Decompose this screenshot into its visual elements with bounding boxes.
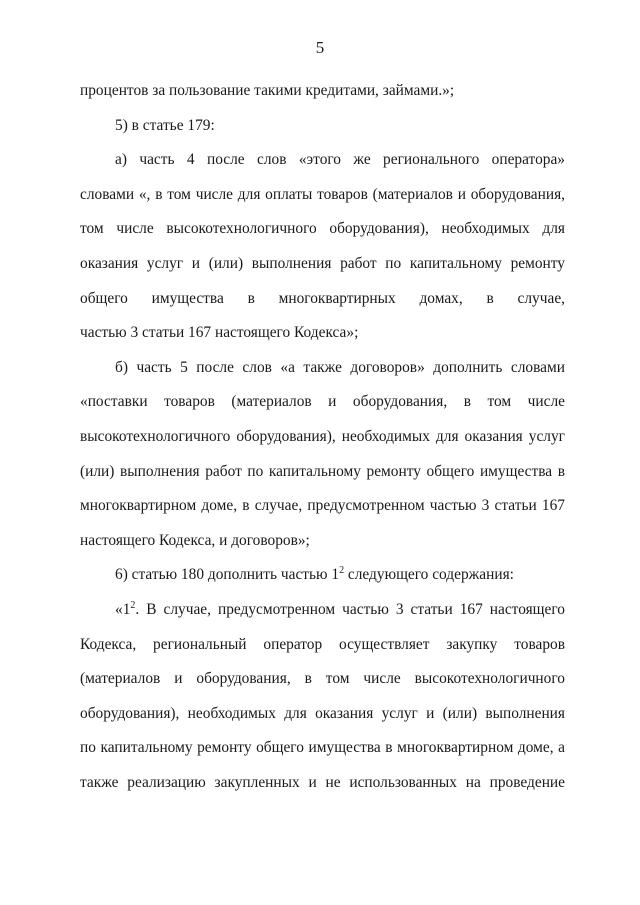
text-line: частью 3 статьи 167 настоящего Кодекса»;	[80, 324, 359, 342]
text-line: оборудования), необходимых для оказания услуг и (или) выполнения	[80, 704, 565, 722]
text-line: 5) в статье 179:	[115, 116, 215, 134]
text-line: по капитальному ремонту общего имущества в многоквартирном доме, а	[80, 739, 565, 757]
text-line: оказания услуг и (или) выполнения работ по капитальному ремонту	[80, 254, 565, 272]
text-line: высокотехнологичного оборудования), необходимых для оказания услуг	[80, 427, 565, 445]
text-line: (или) выполнения работ по капитальному ремонту общего имущества в	[80, 462, 565, 480]
text-line: словами «, в том числе для оплаты товаров (материалов и оборудования,	[80, 185, 565, 203]
text-line	[80, 593, 565, 628]
text-line: Кодекса, региональный оператор осуществляет закупку товаров	[80, 635, 565, 653]
text-segment: «1	[115, 600, 131, 618]
text-line: процентов за пользование такими кредитами, займами.»;	[80, 82, 455, 99]
text-line: б) часть 5 после слов «а также договоров» дополнить словами	[115, 358, 565, 376]
text-segment: следующего содержания:	[344, 566, 514, 584]
text-segment: . В случае, предусмотренном частью 3 статьи 167 настоящего	[135, 600, 565, 618]
text-line: общего имущества в многоквартирных домах, в случае,	[80, 289, 565, 307]
superscript: 2	[339, 565, 345, 577]
text-segment: 6) статью 180 дополнить частью 1	[115, 566, 340, 584]
text-line: также реализацию закупленных и не использованных на проведение	[80, 773, 565, 791]
superscript: 2	[130, 599, 136, 611]
text-line	[80, 558, 565, 593]
document-body	[80, 74, 565, 800]
text-line: а) часть 4 после слов «этого же регионального оператора»	[115, 151, 565, 169]
text-line: многоквартирном доме, в случае, предусмотренном частью 3 статьи 167	[80, 497, 565, 515]
text-line: «поставки товаров (материалов и оборудования, в том числе	[80, 393, 565, 411]
text-line: настоящего Кодекса, и договоров»;	[80, 531, 310, 549]
text-line: (материалов и оборудования, в том числе высокотехнологичного	[80, 670, 565, 688]
text-line: том числе высокотехнологичного оборудования), необходимых для	[80, 220, 565, 238]
page-number: 5	[315, 38, 325, 57]
